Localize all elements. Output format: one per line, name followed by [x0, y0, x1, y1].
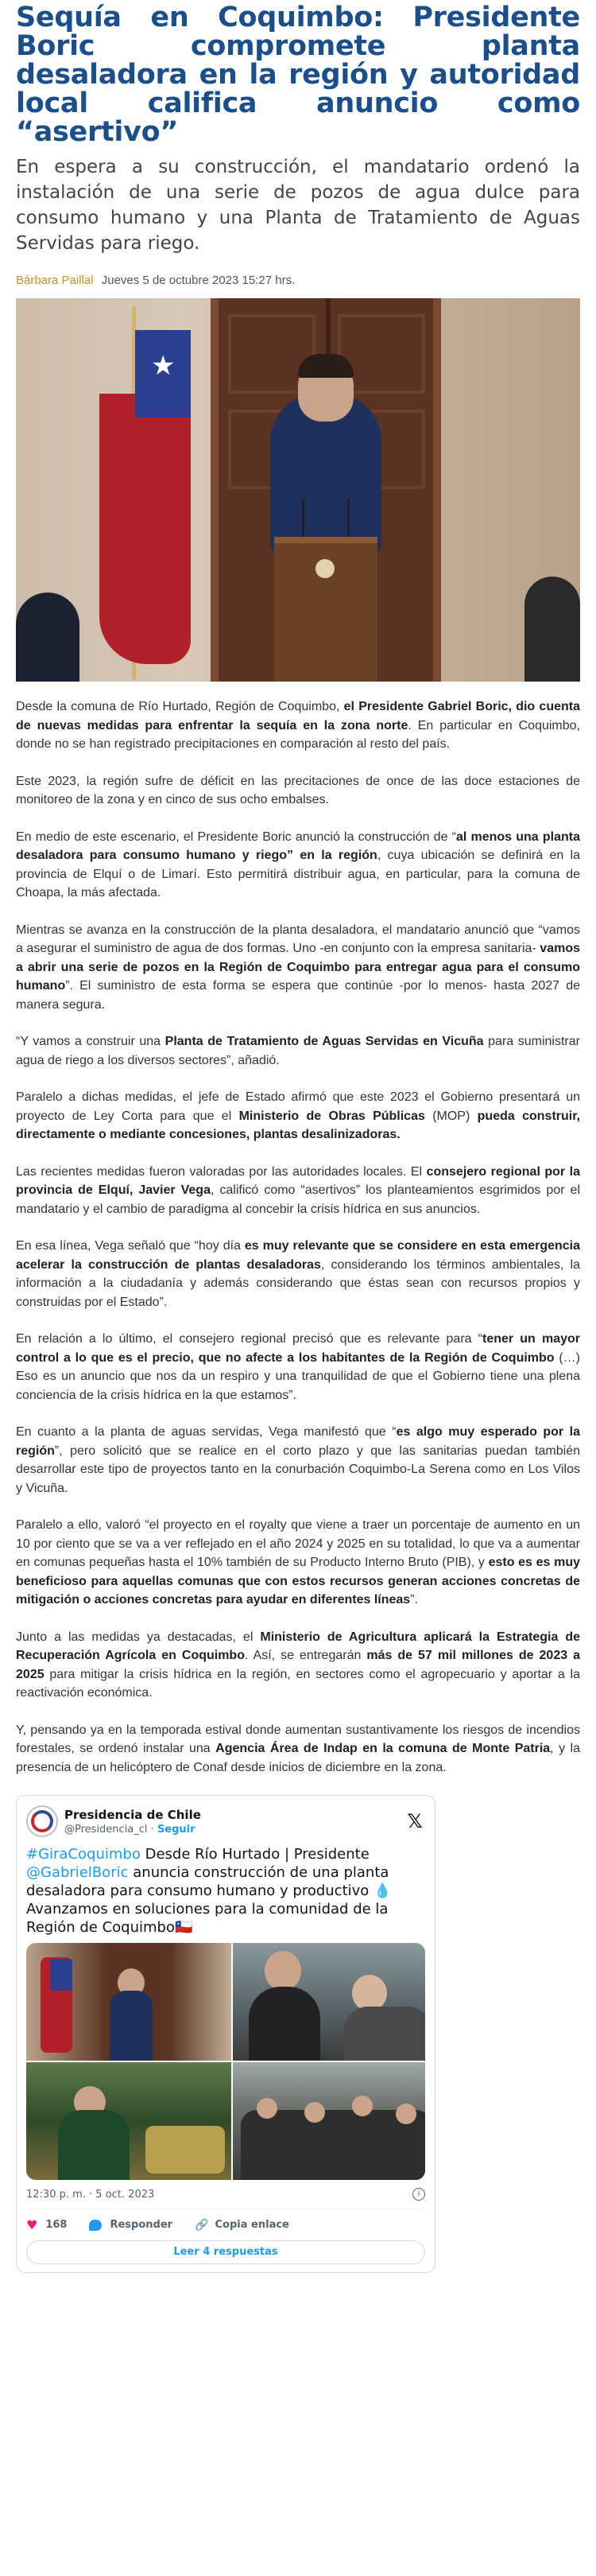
- article-paragraph: [16, 1516, 580, 1610]
- paragraph-text: para suministrar agua de riego a los diversos sectores”, añadió.: [16, 1035, 580, 1067]
- follow-button[interactable]: Seguir: [157, 1823, 195, 1836]
- bold-text: el Presidente Gabriel Boric, dio cuenta de nuevas medidas para enfrentar la sequía en la zona norte: [16, 700, 581, 732]
- article-paragraph: [16, 1163, 580, 1219]
- read-replies-button[interactable]: Leer 4 respuestas: [26, 2240, 425, 2264]
- tweet-header: [26, 1805, 425, 1837]
- bold-text: Planta de Tratamiento de Aguas Servidas en Vicuña: [164, 1035, 484, 1048]
- paragraph-text: Paralelo a ello, valoró “el proyecto en el royalty que viene a traer un porcentaje de aumento en un 10 por ciento que se va a ver reflejado en el año 2024 y 2025 en su totalidad, lo que va a aumentar en comunas pequeñas hasta el 10% también de su Producto Interno Bruto (PIB), y: [16, 1518, 580, 1569]
- article-paragraph: [16, 772, 580, 810]
- tweet-timestamp[interactable]: 12:30 p. m. · 5 oct. 2023: [26, 2188, 155, 2201]
- paragraph-text: Desde la comuna de Río Hurtado, Región de Coquimbo,: [16, 700, 344, 713]
- tweet-photo[interactable]: [26, 1943, 231, 2061]
- bold-text: consejero regional por la provincia de Elquí, Javier Vega: [16, 1164, 581, 1197]
- paragraph-text: ”. El suministro de esta forma se espera que continúe -por lo menos- hasta 2027 de manera segura.: [16, 979, 580, 1012]
- mention-link[interactable]: @GabrielBoric: [26, 1864, 129, 1881]
- article-headline: Sequía en Coquimbo: Presidente Boric compromete planta desaladora en la región y autoridad local califica anuncio como “asertivo”: [16, 2, 580, 148]
- embedded-tweet[interactable]: [16, 1795, 435, 2273]
- paragraph-text: Y, pensando ya en la temporada estival donde aumentan sustantivamente los riesgos de incendios forestales, se ordenó instalar una: [16, 1723, 580, 1755]
- article-paragraph: [16, 697, 580, 754]
- tweet-text: [26, 1845, 425, 1937]
- hero-image: ★: [16, 298, 580, 682]
- paragraph-text: , calificó como “asertivos” los planteamientos esgrimidos por el mandatario y el cambio de paradigma al concebir la crisis hídrica en sus anuncios.: [16, 1183, 580, 1216]
- paragraph-text: Junto a las medidas ya destacadas, el: [16, 1630, 261, 1644]
- bold-text: Ministerio de Obras Públicas: [238, 1109, 425, 1123]
- article-paragraph: [16, 1423, 580, 1498]
- paragraph-text: En esa línea, Vega señaló que “hoy día: [16, 1239, 245, 1253]
- paragraph-text: , considerando los términos ambientales, la información a la ciudadanía y además considerando que éstas sean con recursos propios y construidas por el Estado”.: [16, 1257, 581, 1309]
- article-paragraph: [16, 828, 580, 903]
- paragraph-text: Paralelo a dichas medidas, el jefe de Estado afirmó que este 2023 el Gobierno presentará un proyecto de Ley Corta para que el: [16, 1090, 580, 1123]
- bold-text: pueda construir, directamente o mediante concesiones, plantas desalinizadoras.: [16, 1109, 581, 1141]
- paragraph-text: ”, pero solicitó que se realice en el corto plazo y que las sanitarias puedan también desarrollar este tipo de proyectos tanto en la conurbación Coquimbo-La Serena como en Los Vilos y Vicuña.: [16, 1443, 580, 1495]
- paragraph-text: Mientras se avanza en la construcción de la planta desaladora, el mandatario anunció que “vamos a asegurar el suministro de agua de dos formas. Uno -en conjunto con la empresa sanitaria-: [16, 923, 580, 955]
- like-count: 168: [45, 2219, 68, 2231]
- tweet-photo[interactable]: [233, 1943, 425, 2061]
- paragraph-text: Este 2023, la región sufre de déficit en las precitaciones de once de las doce estaciones de monitoreo de la zona y en cinco de sus ocho embalses.: [16, 774, 580, 806]
- tweet-text-part: Desde Río Hurtado | Presidente: [140, 1846, 370, 1863]
- tweet-text-part: anuncia construcción de una planta desaladora para consumo humano y productivo 💧 Avanzamos en soluciones para la comunidad de la Región de Coquimbo🇨🇱: [26, 1864, 392, 1936]
- bold-text: más de 57 mil millones de 2023 a 2025: [16, 1649, 580, 1681]
- paragraph-text: En medio de este escenario, el Presidente Boric anunció la construcción de “: [16, 830, 456, 844]
- info-icon[interactable]: i: [412, 2188, 425, 2201]
- article-paragraph: [16, 921, 580, 1015]
- copy-link-button[interactable]: [195, 2219, 289, 2232]
- article-paragraph: [16, 1330, 580, 1405]
- article-subtitle: En espera a su construcción, el mandatario ordenó la instalación de una serie de pozos de agua dulce para consumo humano y una Planta de Tratamiento de Aguas Servidas para riego.: [16, 157, 580, 254]
- reply-bubble-icon: [89, 2220, 102, 2231]
- article-paragraph: [16, 1088, 580, 1144]
- reply-button[interactable]: [89, 2219, 172, 2231]
- hashtag-link[interactable]: #GiraCoquimbo: [26, 1846, 141, 1863]
- paragraph-text: (MOP): [424, 1109, 478, 1123]
- publish-date: Jueves 5 de octubre 2023 15:27 hrs.: [101, 274, 296, 287]
- avatar[interactable]: [26, 1805, 58, 1837]
- article-body: [16, 697, 580, 1777]
- bold-text: vamos a abrir una serie de pozos en la Región de Coquimbo para entregar agua para el consumo humano: [16, 942, 580, 993]
- author-link[interactable]: Bárbara Paillal: [16, 274, 94, 287]
- tweet-handle-line: [64, 1824, 404, 1836]
- paragraph-text: En relación a lo último, el consejero regional precisó que es relevante para “: [16, 1332, 483, 1346]
- reply-label: Responder: [110, 2219, 173, 2231]
- bold-text: esto es es muy beneficioso para aquellas comunas que con estos recursos generan acciones concretas de mitigación o acciones concretas para ayudar en diferentes líneas: [16, 1556, 580, 1607]
- article-paragraph: [16, 1032, 580, 1070]
- paragraph-text: (…) Eso es un anuncio que nos da un respiro y una tranquilidad de que el Gobierno tiene una plena conciencia de la crisis hídrica en la que estamos”.: [16, 1350, 580, 1402]
- tweet-actions: [26, 2217, 425, 2232]
- byline: [16, 274, 580, 287]
- bold-text: tener un mayor control a lo que es el precio, que no afecte a los habitantes de la Región de Coquimbo: [16, 1332, 580, 1365]
- paragraph-text: “Y vamos a construir una: [16, 1035, 165, 1048]
- heart-icon: ♥: [26, 2217, 38, 2232]
- paragraph-text: para mitigar la crisis hídrica en la región, en sectores como el agropecuario y aportar a la reactivación económica.: [16, 1667, 580, 1700]
- like-button[interactable]: [26, 2217, 67, 2232]
- tweet-handle[interactable]: @Presidencia_cl: [64, 1823, 148, 1836]
- paragraph-text: Las recientes medidas fueron valoradas por las autoridades locales. El: [16, 1164, 427, 1179]
- paragraph-text: . Así, se entregarán: [244, 1649, 367, 1662]
- tweet-meta: [26, 2188, 425, 2201]
- bold-text: es muy relevante que se considere en esta emergencia acelerar la construcción de plantas desaladoras: [16, 1239, 580, 1272]
- tweet-photo[interactable]: [233, 2062, 425, 2180]
- paragraph-text: ”.: [410, 1593, 418, 1607]
- copy-link-label: Copia enlace: [215, 2219, 289, 2231]
- x-logo-icon[interactable]: 𝕏: [407, 1810, 423, 1832]
- paragraph-text: , y la presencia de un helicóptero de Conaf desde inicios de diciembre en la zona.: [16, 1742, 581, 1774]
- bold-text: Ministerio de Agricultura aplicará la Estrategia de Recuperación Agrícola en Coquimbo: [16, 1630, 580, 1662]
- tweet-photo[interactable]: [26, 2062, 231, 2180]
- paragraph-text: En cuanto a la planta de aguas servidas, Vega manifestó que “: [16, 1425, 397, 1439]
- article-paragraph: [16, 1721, 580, 1778]
- article-paragraph: [16, 1237, 580, 1311]
- bold-text: al menos una planta desaladora para consumo humano y riego” en la región: [16, 830, 580, 862]
- bold-text: Agencia Área de Indap en la comuna de Monte Patria: [215, 1742, 551, 1755]
- link-icon: 🔗: [195, 2218, 209, 2232]
- paragraph-text: , cuya ubicación se definirá en la provincia de Elquí o de Limarí. Esto permitirá distribuir agua, en particular, para la comuna de Choapa, la más afectada.: [16, 849, 581, 899]
- handle-separator: ·: [147, 1823, 157, 1836]
- paragraph-text: . En particular en Coquimbo, donde no se han registrado precipitaciones en comparación al resto del país.: [16, 718, 580, 751]
- tweet-media-grid: [26, 1943, 425, 2180]
- bold-text: es algo muy esperado por la región: [16, 1425, 580, 1458]
- tweet-author-name[interactable]: Presidencia de Chile: [64, 1807, 201, 1822]
- article-paragraph: [16, 1628, 580, 1703]
